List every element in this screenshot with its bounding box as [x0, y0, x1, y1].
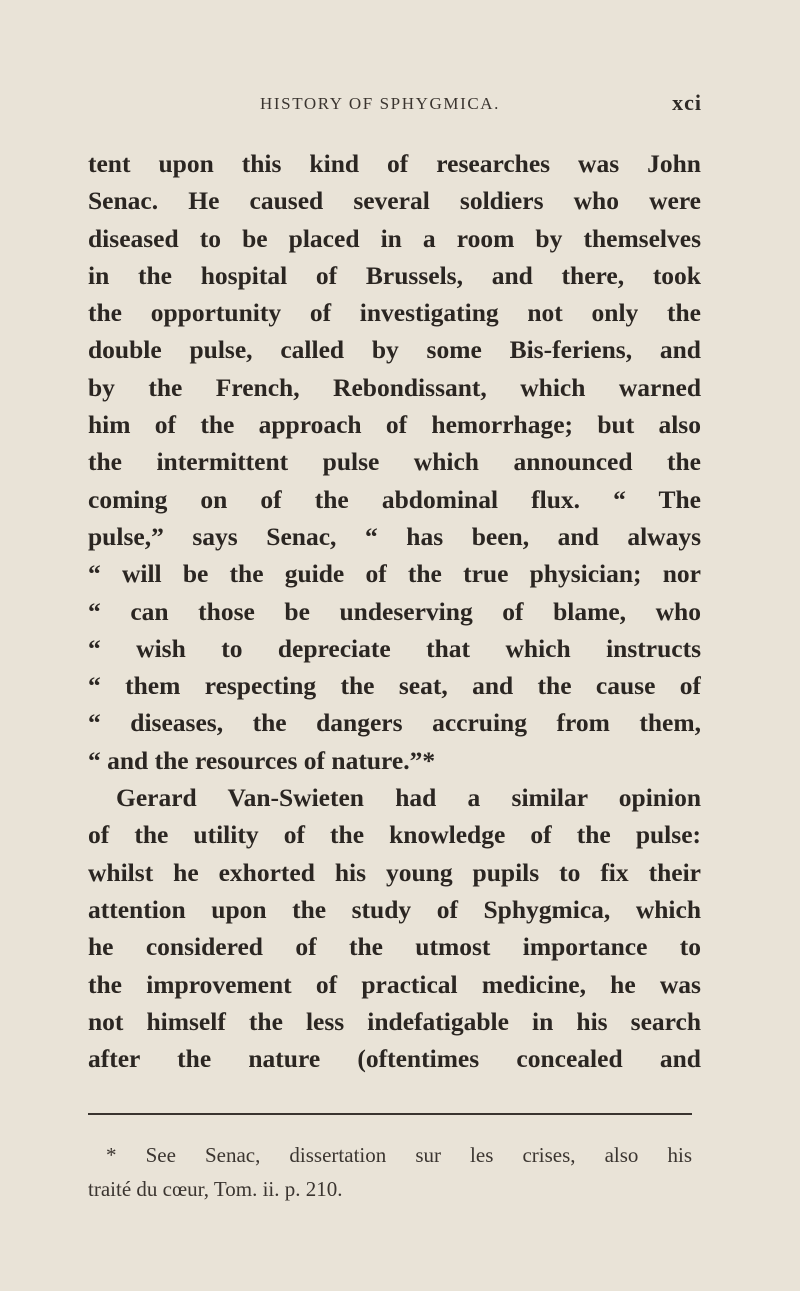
text-line: he considered of the utmost importance to — [88, 932, 701, 962]
text-line: by the French, Rebondissant, which warned — [88, 372, 701, 402]
text-line: coming on of the abdominal flux. “ The — [88, 484, 701, 514]
footnote-rule — [88, 1113, 692, 1115]
text-line: whilst he exhorted his young pupils to fix their — [88, 857, 701, 887]
text-line: the opportunity of investigating not only the — [88, 298, 701, 328]
text-line: the improvement of practical medicine, he was — [88, 969, 701, 999]
body-text — [88, 145, 701, 1077]
footnote-line: * See Senac, dissertation sur les crises, also his — [106, 1143, 692, 1167]
text-line: “ can those be undeserving of blame, who — [88, 596, 701, 626]
footnote-line: traité du cœur, Tom. ii. p. 210. — [88, 1177, 343, 1201]
text-line: in the hospital of Brussels, and there, took — [88, 260, 701, 290]
text-line: after the nature (oftentimes concealed and — [88, 1044, 701, 1074]
text-line: “ will be the guide of the true physician; nor — [88, 559, 701, 589]
text-line: “ them respecting the seat, and the cause of — [88, 671, 701, 701]
text-line: “ diseases, the dangers accruing from them, — [88, 708, 701, 738]
footnote — [88, 1138, 692, 1206]
text-line: pulse,” says Senac, “ has been, and always — [88, 521, 701, 551]
running-title: HISTORY OF SPHYGMICA. — [260, 94, 501, 113]
text-line: him of the approach of hemorrhage; but also — [88, 410, 701, 440]
text-line: not himself the less indefatigable in his search — [88, 1006, 701, 1036]
text-line: of the utility of the knowledge of the pulse: — [88, 820, 701, 850]
text-line: double pulse, called by some Bis-feriens, and — [88, 335, 701, 365]
running-head — [88, 88, 710, 122]
text-line: Senac. He caused several soldiers who were — [88, 186, 701, 216]
text-line: tent upon this kind of researches was John — [88, 149, 701, 178]
text-line: attention upon the study of Sphygmica, which — [88, 894, 701, 924]
text-line: “ and the resources of nature.”* — [88, 745, 436, 775]
text-line: “ wish to depreciate that which instructs — [88, 633, 701, 663]
text-line: diseased to be placed in a room by themselves — [88, 223, 701, 253]
text-line: the intermittent pulse which announced the — [88, 447, 701, 477]
page-number: xci — [672, 90, 702, 115]
text-line: Gerard Van-Swieten had a similar opinion — [116, 783, 701, 813]
